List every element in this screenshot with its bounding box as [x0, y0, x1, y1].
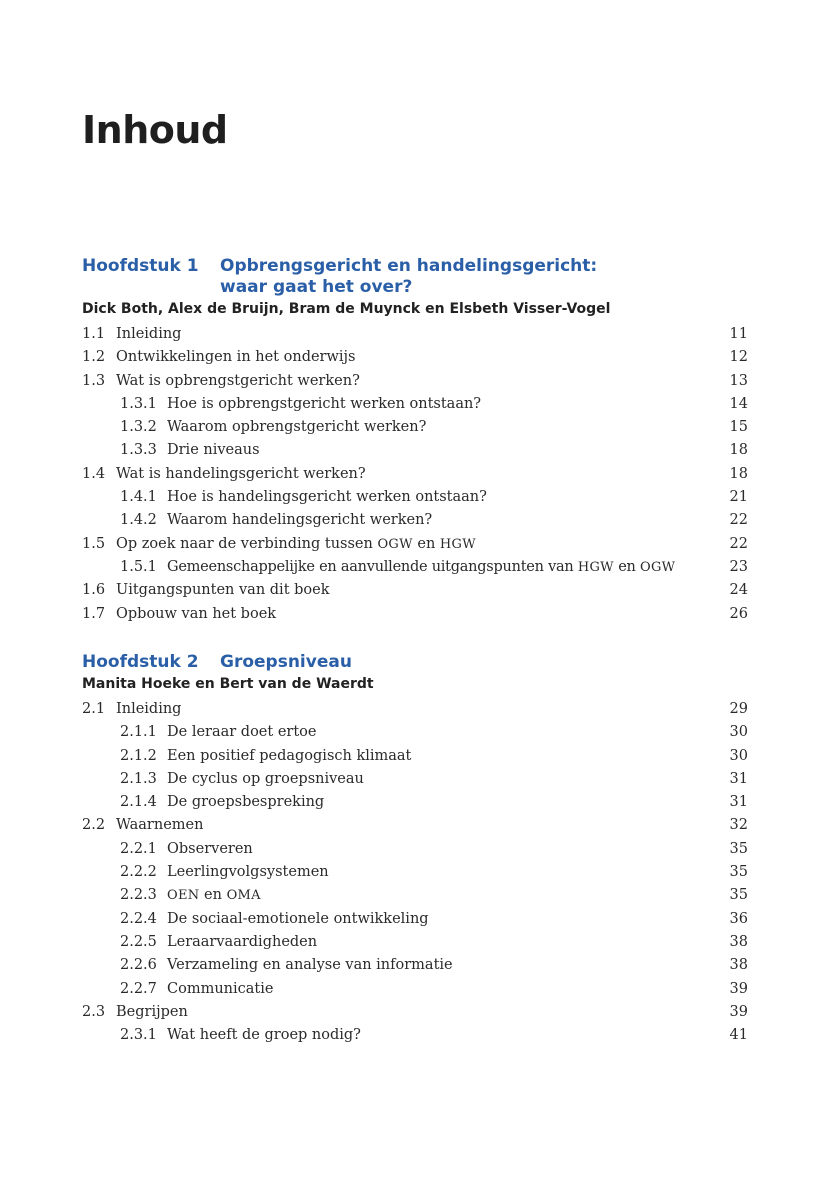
chapter-title-line: waar gaat het over? [220, 277, 413, 297]
entry-page: 39 [729, 1003, 748, 1020]
entry-title: Wat heeft de groep nodig? [167, 1027, 361, 1044]
toc-subentry[interactable] [82, 393, 748, 416]
entry-page: 35 [729, 887, 748, 904]
entry-number: 2.2.6 [120, 957, 157, 974]
entry-title-abbrev: HGW [577, 559, 614, 575]
entry-number: 1.4 [82, 465, 106, 482]
toc-entry[interactable] [82, 323, 748, 346]
toc-subentry[interactable] [82, 486, 748, 509]
toc-subentry[interactable] [82, 861, 748, 884]
entry-title: Hoe is handelingsgericht werken ontstaan? [167, 489, 487, 506]
toc-subentry[interactable] [82, 745, 748, 768]
entry-page: 22 [729, 512, 748, 529]
entry-number: 2.1.4 [120, 794, 157, 811]
entry-page: 32 [729, 817, 748, 834]
entry-page: 41 [729, 1027, 748, 1044]
entry-number: 1.3.2 [120, 419, 157, 436]
entry-number: 1.4.2 [120, 512, 157, 529]
toc-entry[interactable] [82, 370, 748, 393]
entry-title-text: en [417, 535, 436, 552]
entry-title: Opbouw van het boek [116, 605, 277, 622]
entry-page: 11 [729, 326, 748, 342]
entry-page: 31 [729, 770, 748, 787]
entry-title: Drie niveaus [167, 442, 260, 459]
entry-number: 2.2.5 [120, 933, 157, 950]
entry-page: 18 [729, 442, 748, 459]
entry-number: 1.7 [82, 605, 106, 622]
entry-number: 2.1.3 [120, 770, 157, 787]
entry-number: 2.2.1 [120, 840, 157, 857]
entry-number: 2.2.2 [120, 864, 157, 881]
chapter-title-line: Opbrengsgericht en handelingsgericht: [220, 256, 598, 276]
entry-title-text: Gemeenschappelijke en aanvullende uitgangspunten van [167, 558, 574, 575]
entry-number: 2.2.4 [120, 910, 157, 927]
entry-page: 15 [729, 419, 748, 436]
entry-page: 36 [729, 910, 748, 927]
entry-number: 1.6 [82, 582, 106, 599]
entry-number: 2.3.1 [120, 1027, 157, 1044]
entry-page: 38 [729, 957, 748, 974]
entry-title [116, 533, 718, 556]
entry-page: 26 [729, 605, 748, 622]
entry-page: 38 [729, 933, 748, 950]
entry-title-abbrev: OGW [639, 559, 676, 575]
chapter-label: Hoofdstuk 2 [82, 652, 199, 672]
entry-number: 2.1 [82, 701, 106, 717]
toc-entry[interactable] [82, 603, 748, 626]
entry-number: 1.1 [82, 326, 106, 342]
entry-title: Verzameling en analyse van informatie [167, 957, 453, 974]
entry-title: De sociaal-emotionele ontwikkeling [167, 910, 429, 927]
entry-title: Wat is opbrengstgericht werken? [116, 372, 360, 389]
entry-number: 1.5 [82, 535, 106, 552]
entry-number: 1.5.1 [120, 558, 157, 575]
entry-title: Waarnemen [116, 817, 204, 834]
entry-title-abbrev: OGW [377, 536, 413, 552]
entry-page: 13 [729, 372, 748, 389]
chapter-authors: Dick Both, Alex de Bruijn, Bram de Muynck en Elsbeth Visser-Vogel [82, 301, 611, 317]
entry-title: Waarom handelingsgericht werken? [167, 512, 433, 529]
chapter-title: Groepsniveau [220, 652, 352, 672]
entry-page: 39 [729, 980, 748, 997]
entry-page: 35 [729, 840, 748, 857]
entry-title: Uitgangspunten van dit boek [116, 582, 330, 599]
toc-entry[interactable] [82, 698, 748, 721]
chapter-2 [82, 652, 748, 1047]
entry-number: 1.3.1 [120, 395, 157, 412]
entry-page: 35 [729, 864, 748, 881]
entry-title: Waarom opbrengstgericht werken? [167, 419, 427, 436]
entry-page: 29 [729, 701, 748, 717]
entry-page: 18 [729, 465, 748, 482]
toc-subentry[interactable] [82, 908, 748, 931]
toc-list [82, 323, 748, 626]
entry-page: 31 [729, 794, 748, 811]
entry-title-text: en [204, 887, 222, 904]
toc-entry[interactable] [82, 1001, 748, 1024]
toc-subentry[interactable] [82, 931, 748, 954]
entry-title: Ontwikkelingen in het onderwijs [116, 349, 356, 366]
toc-entry[interactable] [82, 463, 748, 486]
toc-subentry[interactable] [82, 556, 748, 579]
toc-subentry[interactable] [82, 439, 748, 462]
toc-subentry[interactable] [82, 416, 748, 439]
entry-page: 23 [729, 558, 748, 575]
entry-number: 2.1.2 [120, 747, 157, 764]
entry-number: 2.1.1 [120, 724, 157, 741]
entry-title: De leraar doet ertoe [167, 724, 317, 741]
toc-entry[interactable] [82, 533, 748, 556]
entry-title: Hoe is opbrengstgericht werken ontstaan? [167, 395, 482, 412]
entry-title-abbrev: OEN [167, 888, 200, 904]
toc-subentry[interactable] [82, 978, 748, 1001]
chapter-1 [82, 256, 748, 626]
entry-title-abbrev: HGW [439, 536, 476, 552]
entry-title: De cyclus op groepsniveau [167, 770, 364, 787]
entry-number: 1.4.1 [120, 489, 157, 506]
toc-subentry[interactable] [82, 1024, 748, 1047]
entry-title [167, 556, 718, 579]
entry-page: 24 [729, 582, 748, 599]
entry-title: Inleiding [116, 701, 182, 717]
entry-number: 2.2 [82, 817, 106, 834]
toc-entry[interactable] [82, 579, 748, 602]
chapter-title [220, 256, 748, 298]
toc-subentry[interactable] [82, 954, 748, 977]
entry-page: 30 [729, 747, 748, 764]
toc-list [82, 698, 748, 1047]
toc-subentry[interactable] [82, 509, 748, 532]
chapter-heading [82, 256, 748, 298]
entry-title: Een positief pedagogisch klimaat [167, 747, 412, 764]
toc-subentry[interactable] [82, 721, 748, 744]
chapter-label: Hoofdstuk 1 [82, 256, 199, 276]
entry-title: Inleiding [116, 326, 182, 342]
entry-title: Communicatie [167, 980, 274, 997]
entry-title: De groepsbespreking [167, 794, 325, 811]
toc-entry[interactable] [82, 814, 748, 837]
toc-subentry[interactable] [82, 838, 748, 861]
toc-entry[interactable] [82, 346, 748, 369]
entry-page: 14 [729, 395, 748, 412]
entry-title: Begrijpen [116, 1003, 188, 1020]
entry-title [167, 884, 718, 907]
chapter-heading [82, 652, 748, 673]
entry-title-abbrev: OMA [226, 888, 261, 904]
entry-title-text: en [618, 558, 636, 575]
entry-title: Leraarvaardigheden [167, 933, 318, 950]
entry-title: Leerlingvolgsystemen [167, 864, 329, 881]
page-title: Inhoud [82, 108, 228, 152]
entry-page: 21 [729, 489, 748, 506]
entry-number: 1.3.3 [120, 442, 157, 459]
entry-page: 22 [729, 535, 748, 552]
entry-title: Wat is handelingsgericht werken? [116, 465, 366, 482]
entry-page: 30 [729, 724, 748, 741]
entry-page: 12 [729, 349, 748, 366]
entry-number: 2.3 [82, 1003, 106, 1020]
entry-title-text: Op zoek naar de verbinding tussen [116, 535, 373, 552]
chapter-authors: Manita Hoeke en Bert van de Waerdt [82, 676, 374, 692]
entry-title: Observeren [167, 840, 253, 857]
toc-subentry[interactable] [82, 768, 748, 791]
toc-subentry[interactable] [82, 884, 748, 907]
toc-subentry[interactable] [82, 791, 748, 814]
entry-number: 2.2.7 [120, 980, 157, 997]
entry-number: 2.2.3 [120, 887, 157, 904]
entry-number: 1.2 [82, 349, 106, 366]
entry-number: 1.3 [82, 372, 106, 389]
